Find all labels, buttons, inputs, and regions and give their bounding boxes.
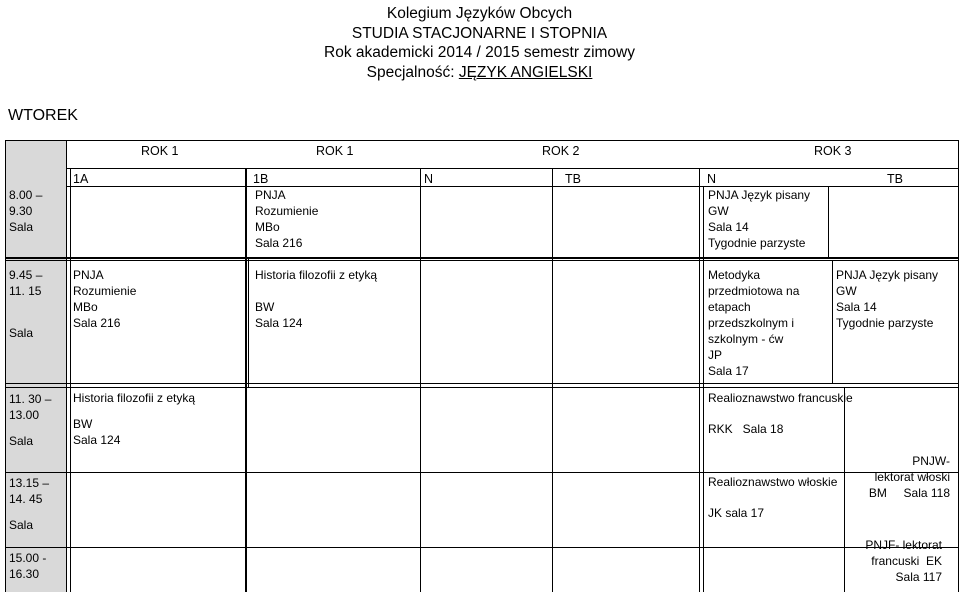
class-entry: Metodyka przedmiotowa na etapach przedszkolnym i szkolnym - ćw JP Sala 17 — [708, 268, 800, 378]
grid-line — [552, 168, 553, 592]
class-entry-title: Realioznawstwo włoskie — [708, 475, 838, 489]
year-header: ROK 1 — [316, 144, 354, 158]
group-header: N — [707, 172, 717, 186]
grid-line — [844, 387, 845, 592]
class-entry: PNJF- lektorat francuski EK Sala 117 — [865, 538, 942, 584]
class-entry: PNJA Język pisany GW Sala 14 Tygodnie parzyste — [708, 188, 811, 250]
time-slot-4: 13.15 – 14. 45 Sala — [9, 476, 50, 532]
class-entry: PNJW- lektorat włoski BM Sala 118 — [868, 454, 950, 500]
grid-line — [66, 168, 959, 169]
group-header: TB — [887, 172, 903, 186]
specialty-prefix: Specjalność: — [366, 63, 459, 81]
class-entry: PNJA Rozumienie MBo Sala 216 — [73, 268, 137, 330]
time-slot-1: 8.00 – 9.30 Sala — [9, 188, 43, 234]
grid-line — [5, 547, 959, 548]
class-entry: PNJA Rozumienie MBo Sala 216 — [255, 188, 319, 250]
year-header: ROK 1 — [141, 144, 179, 158]
grid-line — [5, 387, 959, 388]
class-entry: PNJA Język pisany GW Sala 14 Tygodnie parzyste — [836, 268, 939, 330]
group-header: 1A — [73, 172, 89, 186]
time-slot-2: 9.45 – 11. 15 Sala — [9, 268, 43, 340]
class-entry-title: Realioznawstwo francuskie — [708, 391, 853, 405]
header-line-3: Rok akademicki 2014 / 2015 semestr zimowy — [324, 44, 635, 61]
header-line-1: Kolegium Języków Obcych — [386, 5, 573, 22]
grid-line — [699, 168, 700, 592]
grid-line — [248, 257, 249, 387]
grid-line — [70, 168, 71, 592]
class-entry: Historia filozofii z etyką BW Sala 124 — [73, 391, 196, 447]
specialty-value: JĘZYK ANGIELSKI — [458, 63, 593, 81]
grid-line — [5, 383, 959, 384]
class-entry-room: RKK Sala 18 — [708, 422, 784, 436]
time-slot-3: 11. 30 – 13.00 Sala — [9, 392, 52, 448]
day-label: WTOREK — [8, 107, 78, 124]
grid-line — [420, 168, 421, 592]
group-header: N — [424, 172, 434, 186]
year-header: ROK 3 — [814, 144, 852, 158]
document-header — [0, 4, 959, 82]
grid-line — [66, 186, 959, 187]
header-line-2: STUDIA STACJONARNE I STOPNIA — [351, 24, 608, 42]
year-header: ROK 2 — [542, 144, 580, 158]
grid-line — [5, 472, 959, 473]
group-header: 1B — [253, 172, 269, 186]
class-entry: Historia filozofii z etyką BW Sala 124 — [255, 268, 378, 330]
time-slot-5: 15.00 - 16.30 — [9, 551, 47, 581]
grid-line — [5, 260, 959, 261]
group-header: TB — [565, 172, 581, 186]
grid-line — [5, 257, 959, 259]
grid-line — [5, 140, 6, 592]
grid-line — [828, 186, 829, 257]
grid-line — [703, 187, 704, 592]
grid-line — [832, 260, 833, 383]
grid-line — [66, 140, 67, 592]
class-entry-room: JK sala 17 — [708, 506, 765, 520]
grid-line — [5, 140, 959, 141]
grid-line — [245, 168, 247, 592]
header-line-4 — [0, 63, 959, 83]
